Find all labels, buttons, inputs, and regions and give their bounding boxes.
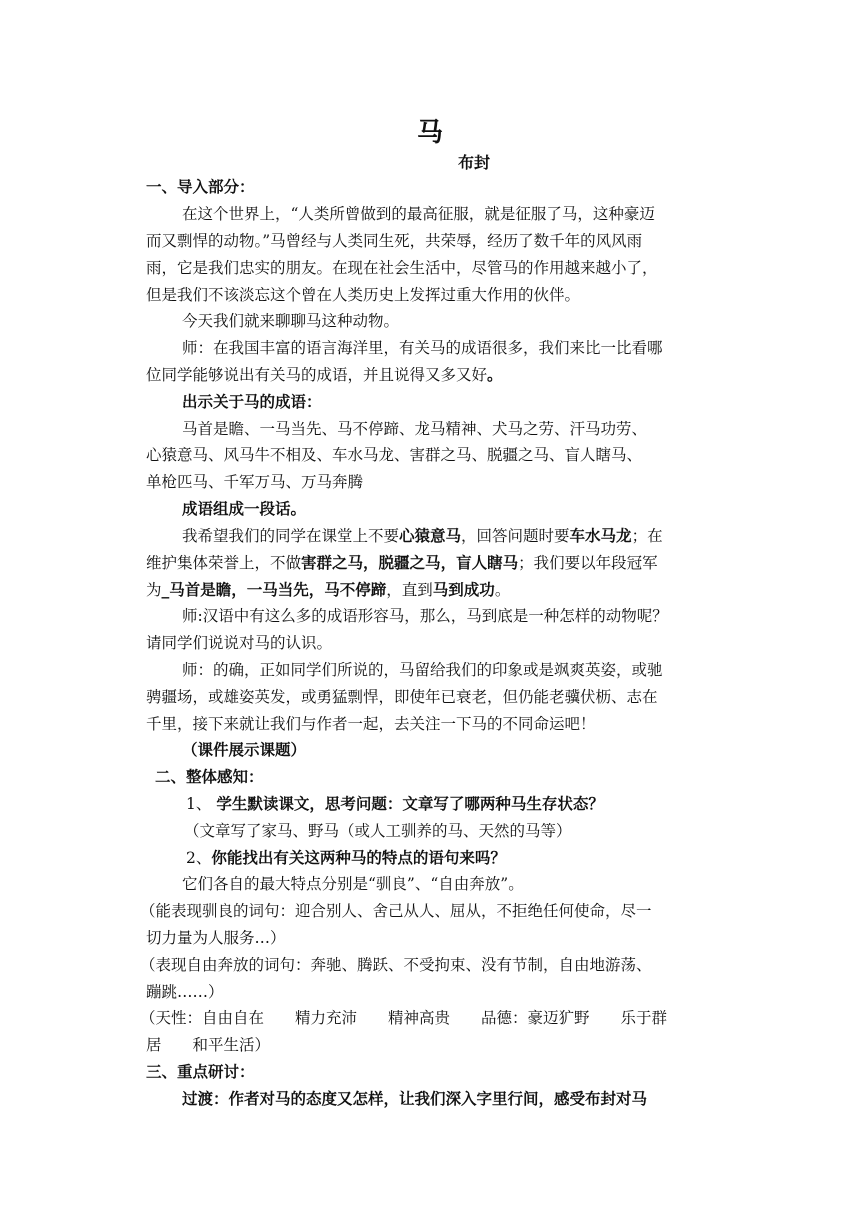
idiom-list-line: 单枪匹马、千军万马、万马奔腾: [146, 473, 364, 491]
answer-line: （文章写了家马、野马（或人工驯养的马、天然的马等）: [184, 822, 572, 840]
courseware-note: （课件展示课题）: [182, 741, 307, 759]
paragraph-line: [146, 580, 510, 600]
subheading-idioms: 出示关于马的成语：: [182, 393, 322, 411]
paragraph-line: 但是我们不该淡忘这个曾在人类历史上发挥过重大作用的伙伴。: [146, 286, 581, 304]
paragraph-line: 师:汉语中有这么多的成语形容马，那么，马到底是一种怎样的动物呢？: [182, 607, 668, 625]
paragraph-line: 今天我们就来聊聊马这种动物。: [182, 312, 400, 330]
section-heading-study: 三、重点研讨：: [146, 1063, 255, 1081]
question-number: 1、: [186, 795, 212, 813]
highlight-idiom: 心猿意马: [399, 527, 462, 545]
transition-line: 过渡：作者对马的态度又怎样，让我们深入字里行间，感受布封对马: [182, 1090, 648, 1108]
text-run: 。: [487, 366, 503, 384]
text-run: ，回答问题时要: [461, 527, 570, 545]
paragraph-line: 居 和平生活）: [146, 1036, 271, 1054]
idiom-list-line: 心猿意马、风马牛不相及、车水马龙、害群之马、脱疆之马、盲人瞎马、: [146, 446, 643, 464]
idiom-list-line: 马首是瞻、一马当先、马不停蹄、龙马精神、犬马之劳、汗马功劳、: [182, 420, 648, 438]
text-run: 为: [146, 581, 162, 599]
paragraph-line: 它们各自的最大特点分别是“驯良”、“自由奔放”。: [182, 875, 524, 893]
text-run: 我希望我们的同学在课堂上不要: [182, 527, 400, 545]
paragraph-line: 雨，它是我们忠实的朋友。在现在社会生活中，尽管马的作用越来越小了，: [146, 259, 658, 277]
highlight-idiom: 脱疆之马: [378, 554, 441, 572]
highlight-idiom: 车水马龙: [569, 527, 632, 545]
paragraph-line: [146, 553, 658, 573]
question-text: 学生默读课文，思考问题：文章写了哪两种马生存状态？: [216, 795, 604, 813]
highlight-idiom: 盲人瞎马: [456, 554, 519, 572]
paragraph-line: [182, 526, 663, 546]
question-number: 2、: [186, 849, 212, 867]
paragraph-line: （表现自由奔放的词句：奔驰、腾跃、不受拘束、没有节制，自由地游荡、: [140, 956, 652, 974]
paragraph-line: （天性：自由自在 精力充沛 精神高贵 品德：豪迈犷野 乐于群: [140, 1009, 668, 1027]
paragraph-line: 在这个世界上，“人类所曾做到的最高征服，就是征服了马，这种豪迈: [182, 205, 655, 223]
paragraph-line: [146, 365, 503, 385]
paragraph-line: 骋疆场，或雄姿英发，或勇猛剽悍，即使年已衰老，但仍能老骥伏枥、志在: [146, 688, 658, 706]
paragraph-line: 请同学们说说对马的认识。: [146, 634, 333, 652]
paragraph-line: 师：的确，正如同学们所说的，马留给我们的印象或是飒爽英姿，或驰: [182, 661, 663, 679]
text-run: 位同学能够说出有关马的成语，并且说得又多又好: [146, 366, 488, 384]
question-line: [186, 848, 506, 868]
text-run: 维护集体荣誉上，不做: [146, 554, 302, 572]
paragraph-line: （能表现驯良的词句：迎合别人、舍己从人、屈从，不拒绝任何使命，尽一: [140, 902, 652, 920]
section-heading-overview: 二、整体感知：: [155, 768, 264, 786]
text-run: ；我们要以年段冠军: [518, 554, 658, 572]
highlight-idiom: 害群之马: [301, 554, 364, 572]
question-text: 你能找出有关这两种马的特点的语句来吗？: [211, 849, 506, 867]
question-line: [186, 794, 604, 814]
text-run: ，: [440, 554, 457, 572]
paragraph-line: 师：在我国丰富的语言海洋里，有关马的成语很多，我们来比一比看哪: [182, 339, 663, 357]
highlight-idiom: 马到成功: [432, 581, 495, 599]
text-run: ，直到: [386, 581, 433, 599]
highlight-idiom: _马首是瞻，一马当先，马不停蹄: [161, 581, 387, 599]
document-title: 马: [416, 118, 443, 148]
text-run: ；在: [631, 527, 663, 545]
text-run: 。: [494, 581, 511, 599]
paragraph-line: 而又剽悍的动物。”马曾经与人类同生死，共荣辱，经历了数千年的风风雨: [146, 232, 643, 250]
author-name: 布封: [458, 153, 491, 172]
paragraph-line: 蹦跳……）: [146, 983, 224, 1001]
paragraph-line: 千里，接下来就让我们与作者一起，去关注一下马的不同命运吧！: [146, 715, 596, 733]
subheading-paragraph: 成语组成一段话。: [182, 500, 307, 518]
text-run: ，: [363, 554, 379, 572]
paragraph-line: 切力量为人服务…）: [146, 929, 286, 947]
section-heading-intro: 一、导入部分：: [146, 178, 255, 196]
